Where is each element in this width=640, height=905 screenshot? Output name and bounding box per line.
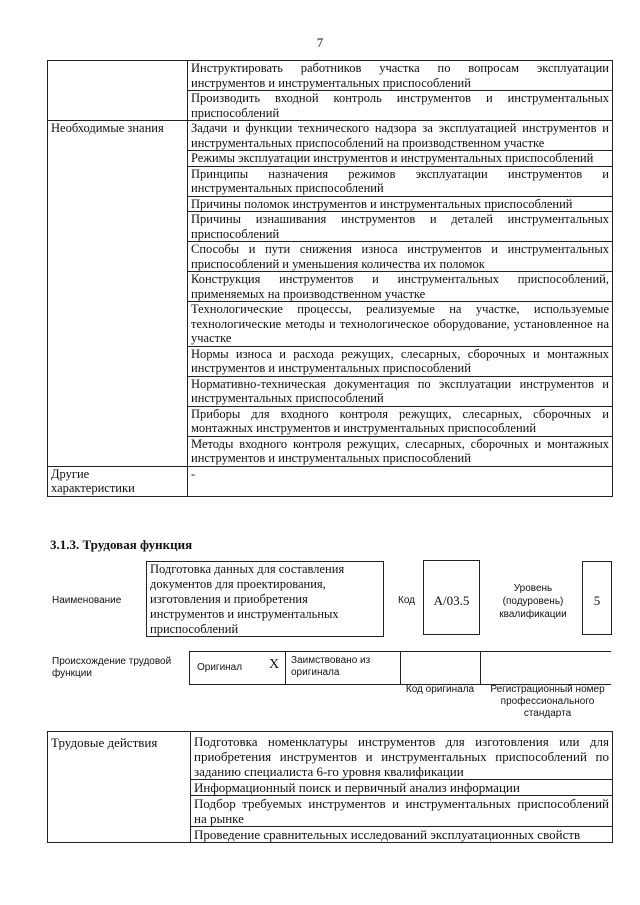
row-label <box>48 61 188 121</box>
table-cell: Задачи и функции технического надзора за эксплуатацией инструментов и инструментальных приспособлений на производственном участке <box>188 121 613 151</box>
row-label: Необходимые знания <box>48 121 188 467</box>
table-cell: Режимы эксплуатации инструментов и инструментальных приспособлений <box>188 151 613 167</box>
table-cell: Информационный поиск и первичный анализ информации <box>191 780 613 796</box>
section-title: 3.1.3. Трудовая функция <box>50 537 193 552</box>
code-label: Код <box>398 595 416 606</box>
table-cell: Инструктировать работников участка по вопросам эксплуатации инструментов и инструментальных приспособлений <box>188 61 613 91</box>
row-label: Трудовые действия <box>48 732 191 843</box>
table-cell: Проведение сравнительных исследований эксплуатационных свойств <box>191 827 613 843</box>
table-cell: Причины изнашивания инструментов и деталей инструментальных приспособлений <box>188 212 613 242</box>
function-name-box: Подготовка данных для составления документов для проектирования, изготовления и приобретения инструментов и инструментальных приспособлений <box>146 561 384 637</box>
code-value-box: А/03.5 <box>423 560 480 635</box>
table-row <box>48 121 613 151</box>
table-cell: Принципы назначения режимов эксплуатации инструментов и инструментальных приспособлений <box>188 166 613 196</box>
borrowed-label: Заимствовано из оригинала <box>291 655 371 678</box>
row-label: Другие характеристики <box>48 466 188 496</box>
table-row <box>48 466 613 496</box>
requirements-table <box>47 60 613 497</box>
table-row <box>48 61 613 91</box>
reg-number-caption: Регистрационный номер профессионального стандарта <box>490 684 605 719</box>
level-value-box: 5 <box>582 561 612 635</box>
table-cell: - <box>188 466 613 496</box>
table-row <box>48 732 613 780</box>
divider <box>189 651 190 684</box>
divider <box>480 651 481 684</box>
table-cell: Приборы для входного контроля режущих, слесарных, сборочных и монтажных инструментов и инструментальных приспособлений <box>188 406 613 436</box>
divider <box>285 651 286 684</box>
original-label: Оригинал <box>197 662 243 673</box>
table-cell: Производить входной контроль инструментов и инструментальных приспособлений <box>188 91 613 121</box>
code-original-caption: Код оригинала <box>405 684 475 695</box>
table-cell: Нормативно-техническая документация по эксплуатации инструментов и инструментальных приспособлений <box>188 376 613 406</box>
table-cell: Конструкция инструментов и инструментальных приспособлений, применяемых на производственном участке <box>188 272 613 302</box>
labor-actions-table <box>47 731 613 843</box>
origin-label: Происхождение трудовой функции <box>52 656 172 679</box>
table-cell: Подготовка номенклатуры инструментов для изготовления или для приобретения инструментов и инструментальных приспособлений по заданию специалиста 6-го уровня квалификации <box>191 732 613 780</box>
table-cell: Способы и пути снижения износа инструментов и инструментальных приспособлений и уменьшения количества их поломок <box>188 242 613 272</box>
table-cell: Методы входного контроля режущих, слесарных, сборочных и монтажных инструментов и инструментальных приспособлений <box>188 436 613 466</box>
level-label: Уровень (подуровень) квалификации <box>499 583 567 620</box>
table-cell: Технологические процессы, реализуемые на участке, используемые технологические методы и технологическое оборудование, установленное на участке <box>188 302 613 347</box>
divider <box>400 651 401 684</box>
table-cell: Подбор требуемых инструментов и инструментальных приспособлений на рынке <box>191 796 613 827</box>
table-cell: Причины поломок инструментов и инструментальных приспособлений <box>188 196 613 212</box>
table-cell: Нормы износа и расхода режущих, слесарных, сборочных и монтажных инструментов и инструментальных приспособлений <box>188 346 613 376</box>
original-mark: X <box>269 657 280 672</box>
name-label: Наименование <box>52 595 122 606</box>
page-number: 7 <box>316 35 324 50</box>
